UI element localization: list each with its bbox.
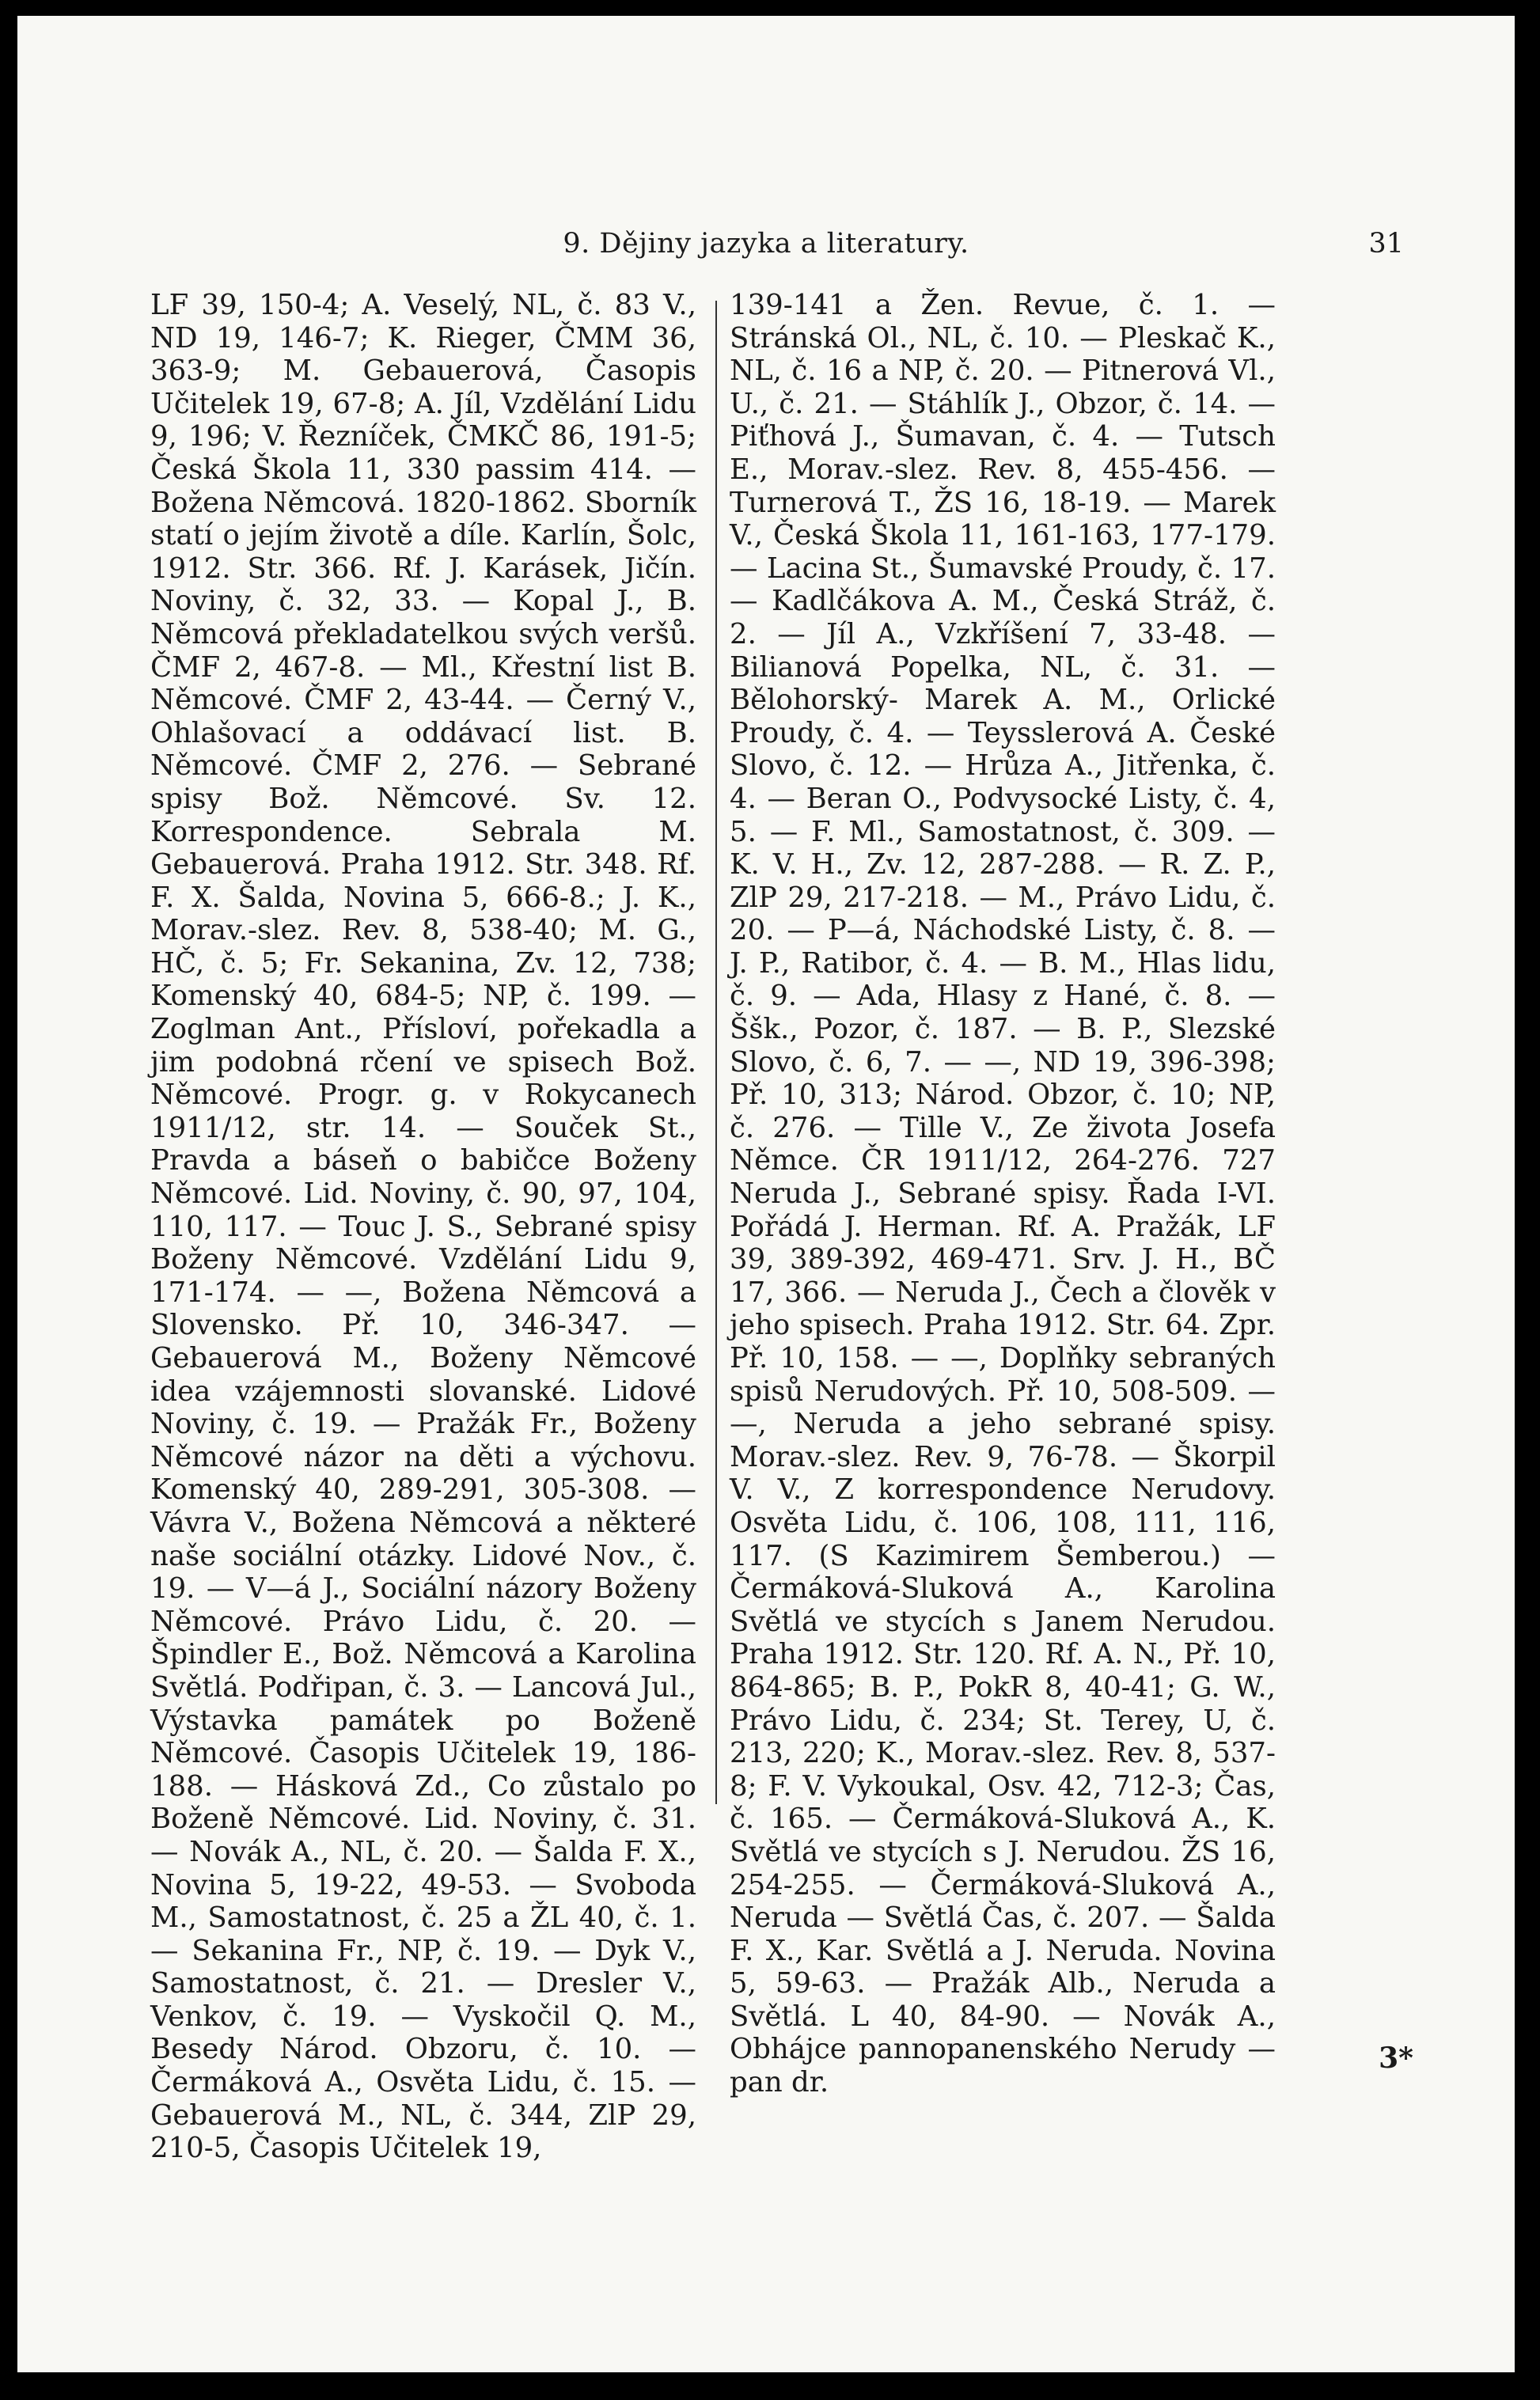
running-head: 9. Dějiny jazyka a literatury. bbox=[563, 228, 969, 260]
page-sheet bbox=[17, 16, 1515, 2372]
page-number: 31 bbox=[1368, 228, 1404, 260]
right-column-text: 139-141 a Žen. Revue, č. 1. — Stránská Ol., NL, č. 10. — Pleskač K., NL, č. 16 a NP, č. 20. — Pitnerová Vl., U., č. 21. — Stáhlík J., Obzor, č. 14. — Piťhová J., Šumavan, č. 4. — Tutsch E., Morav.-slez. Rev. 8, 455-456. — Turnerová T., ŽS 16, 18-19. — Marek V., Česká Škola 11, 161-163, 177-179. — Lacina St., Šumavské Proudy, č. 17. — Kadlčákova A. M., Česká Stráž, č. 2. — Jíl A., Vzkříšení 7, 33-48. — Bilianová Popelka, NL, č. 31. — Bělohorský- Marek A. M., Orlické Proudy, č. 4. — Teysslerová A. České Slovo, č. 12. — Hrůza A., Jitřenka, č. 4. — Beran O., Podvysocké Listy, č. 4, 5. — F. Ml., Samostatnost, č. 309. — K. V. H., Zv. 12, 287-288. — R. Z. P., ZlP 29, 217-218. — M., Právo Lidu, č. 20. — P—á, Náchodské Listy, č. 8. — J. P., Ratibor, č. 4. — B. M., Hlas lidu, č. 9. — Ada, Hlasy z Hané, č. 8. — Ššk., Pozor, č. 187. — B. P., Slezské Slovo, č. 6, 7. — —, ND 19, 396-398; Př. 10, 313; Národ. Obzor, č. 10; NP, č. 276. — Tille V., Ze života Josefa Němce. ČR 1911/12, 264-276. 727 Neruda J., Sebrané spisy. Řada I-VI. Pořádá J. Herman. Rf. A. Pražák, LF 39, 389-392, 469-471. Srv. J. H., BČ 17, 366. — Neruda J., Čech a člověk v jeho spisech. Praha 1912. Str. 64. Zpr. Př. 10, 158. — —, Doplňky sebraných spisů Nerudových. Př. 10, 508-509. — —, Neruda a jeho sebrané spisy. Morav.-slez. Rev. 9, 76-78. — Škorpil V. V., Z korrespondence Nerudovy. Osvěta Lidu, č. 106, 108, 111, 116, 117. (S Kazimirem Šemberou.) — Čermáková-Sluková A., Karolina Světlá ve stycích s Janem Nerudou. Praha 1912. Str. 120. Rf. A. N., Př. 10, 864-865; B. P., PokR 8, 40-41; G. W., Právo Lidu, č. 234; St. Terey, U, č. 213, 220; K., Morav.-slez. Rev. 8, 537-8; F. V. Vykoukal, Osv. 42, 712-3; Čas, č. 165. — Čermáková-Sluková A., K. Světlá ve stycích s J. Nerudou. ŽS 16, 254-255. — Čermáková-Sluková A., Neruda — Světlá Čas, č. 207. — Šalda F. X., Kar. Světlá a J. Neruda. Novina 5, 59-63. — Pražák Alb., Neruda a Světlá. L 40, 84-90. — Novák A., Obhájce pannopanenského Nerudy — pan dr. bbox=[730, 289, 1276, 2099]
column-divider bbox=[715, 301, 717, 1804]
left-column bbox=[150, 289, 696, 2165]
signature-mark: 3* bbox=[1379, 2042, 1413, 2075]
page-header bbox=[17, 228, 1515, 275]
right-column bbox=[730, 289, 1276, 2099]
left-column-text: LF 39, 150-4; A. Veselý, NL, č. 83 V., ND 19, 146-7; K. Rieger, ČMM 36, 363-9; M. Gebauerová, Časopis Učitelek 19, 67-8; A. Jíl, Vzdělání Lidu 9, 196; V. Řezníček, ČMKČ 86, 191-5; Česká Škola 11, 330 passim 414. — Božena Němcová. 1820-1862. Sborník statí o jejím životě a díle. Karlín, Šolc, 1912. Str. 366. Rf. J. Karásek, Jičín. Noviny, č. 32, 33. — Kopal J., B. Němcová překladatelkou svých veršů. ČMF 2, 467-8. — Ml., Křestní list B. Němcové. ČMF 2, 43-44. — Černý V., Ohlašovací a oddávací list. B. Němcové. ČMF 2, 276. — Sebrané spisy Bož. Němcové. Sv. 12. Korrespondence. Sebrala M. Gebauerová. Praha 1912. Str. 348. Rf. F. X. Šalda, Novina 5, 666-8.; J. K., Morav.-slez. Rev. 8, 538-40; M. G., HČ, č. 5; Fr. Sekanina, Zv. 12, 738; Komenský 40, 684-5; NP, č. 199. — Zoglman Ant., Přísloví, pořekadla a jim podobná rčení ve spisech Bož. Němcové. Progr. g. v Rokycanech 1911/12, str. 14. — Souček St., Pravda a báseň o babičce Boženy Němcové. Lid. Noviny, č. 90, 97, 104, 110, 117. — Touc J. S., Sebrané spisy Boženy Němcové. Vzdělání Lidu 9, 171-174. — —, Božena Němcová a Slovensko. Př. 10, 346-347. — Gebauerová M., Boženy Němcové idea vzájemnosti slovanské. Lidové Noviny, č. 19. — Pražák Fr., Boženy Němcové názor na děti a výchovu. Komenský 40, 289-291, 305-308. — Vávra V., Božena Němcová a některé naše sociální otázky. Lidové Nov., č. 19. — V—á J., Sociální názory Boženy Němcové. Právo Lidu, č. 20. — Špindler E., Bož. Němcová a Karolina Světlá. Podřipan, č. 3. — Lancová Jul., Výstavka památek po Boženě Němcové. Časopis Učitelek 19, 186-188. — Hásková Zd., Co zůstalo po Boženě Němcové. Lid. Noviny, č. 31. — Novák A., NL, č. 20. — Šalda F. X., Novina 5, 19-22, 49-53. — Svoboda M., Samostatnost, č. 25 a ŽL 40, č. 1. — Sekanina Fr., NP, č. 19. — Dyk V., Samostatnost, č. 21. — Dresler V., Venkov, č. 19. — Vyskočil Q. M., Besedy Národ. Obzoru, č. 10. — Čermáková A., Osvěta Lidu, č. 15. — Gebauerová M., NL, č. 344, ZlP 29, 210-5, Časopis Učitelek 19, bbox=[150, 289, 696, 2165]
